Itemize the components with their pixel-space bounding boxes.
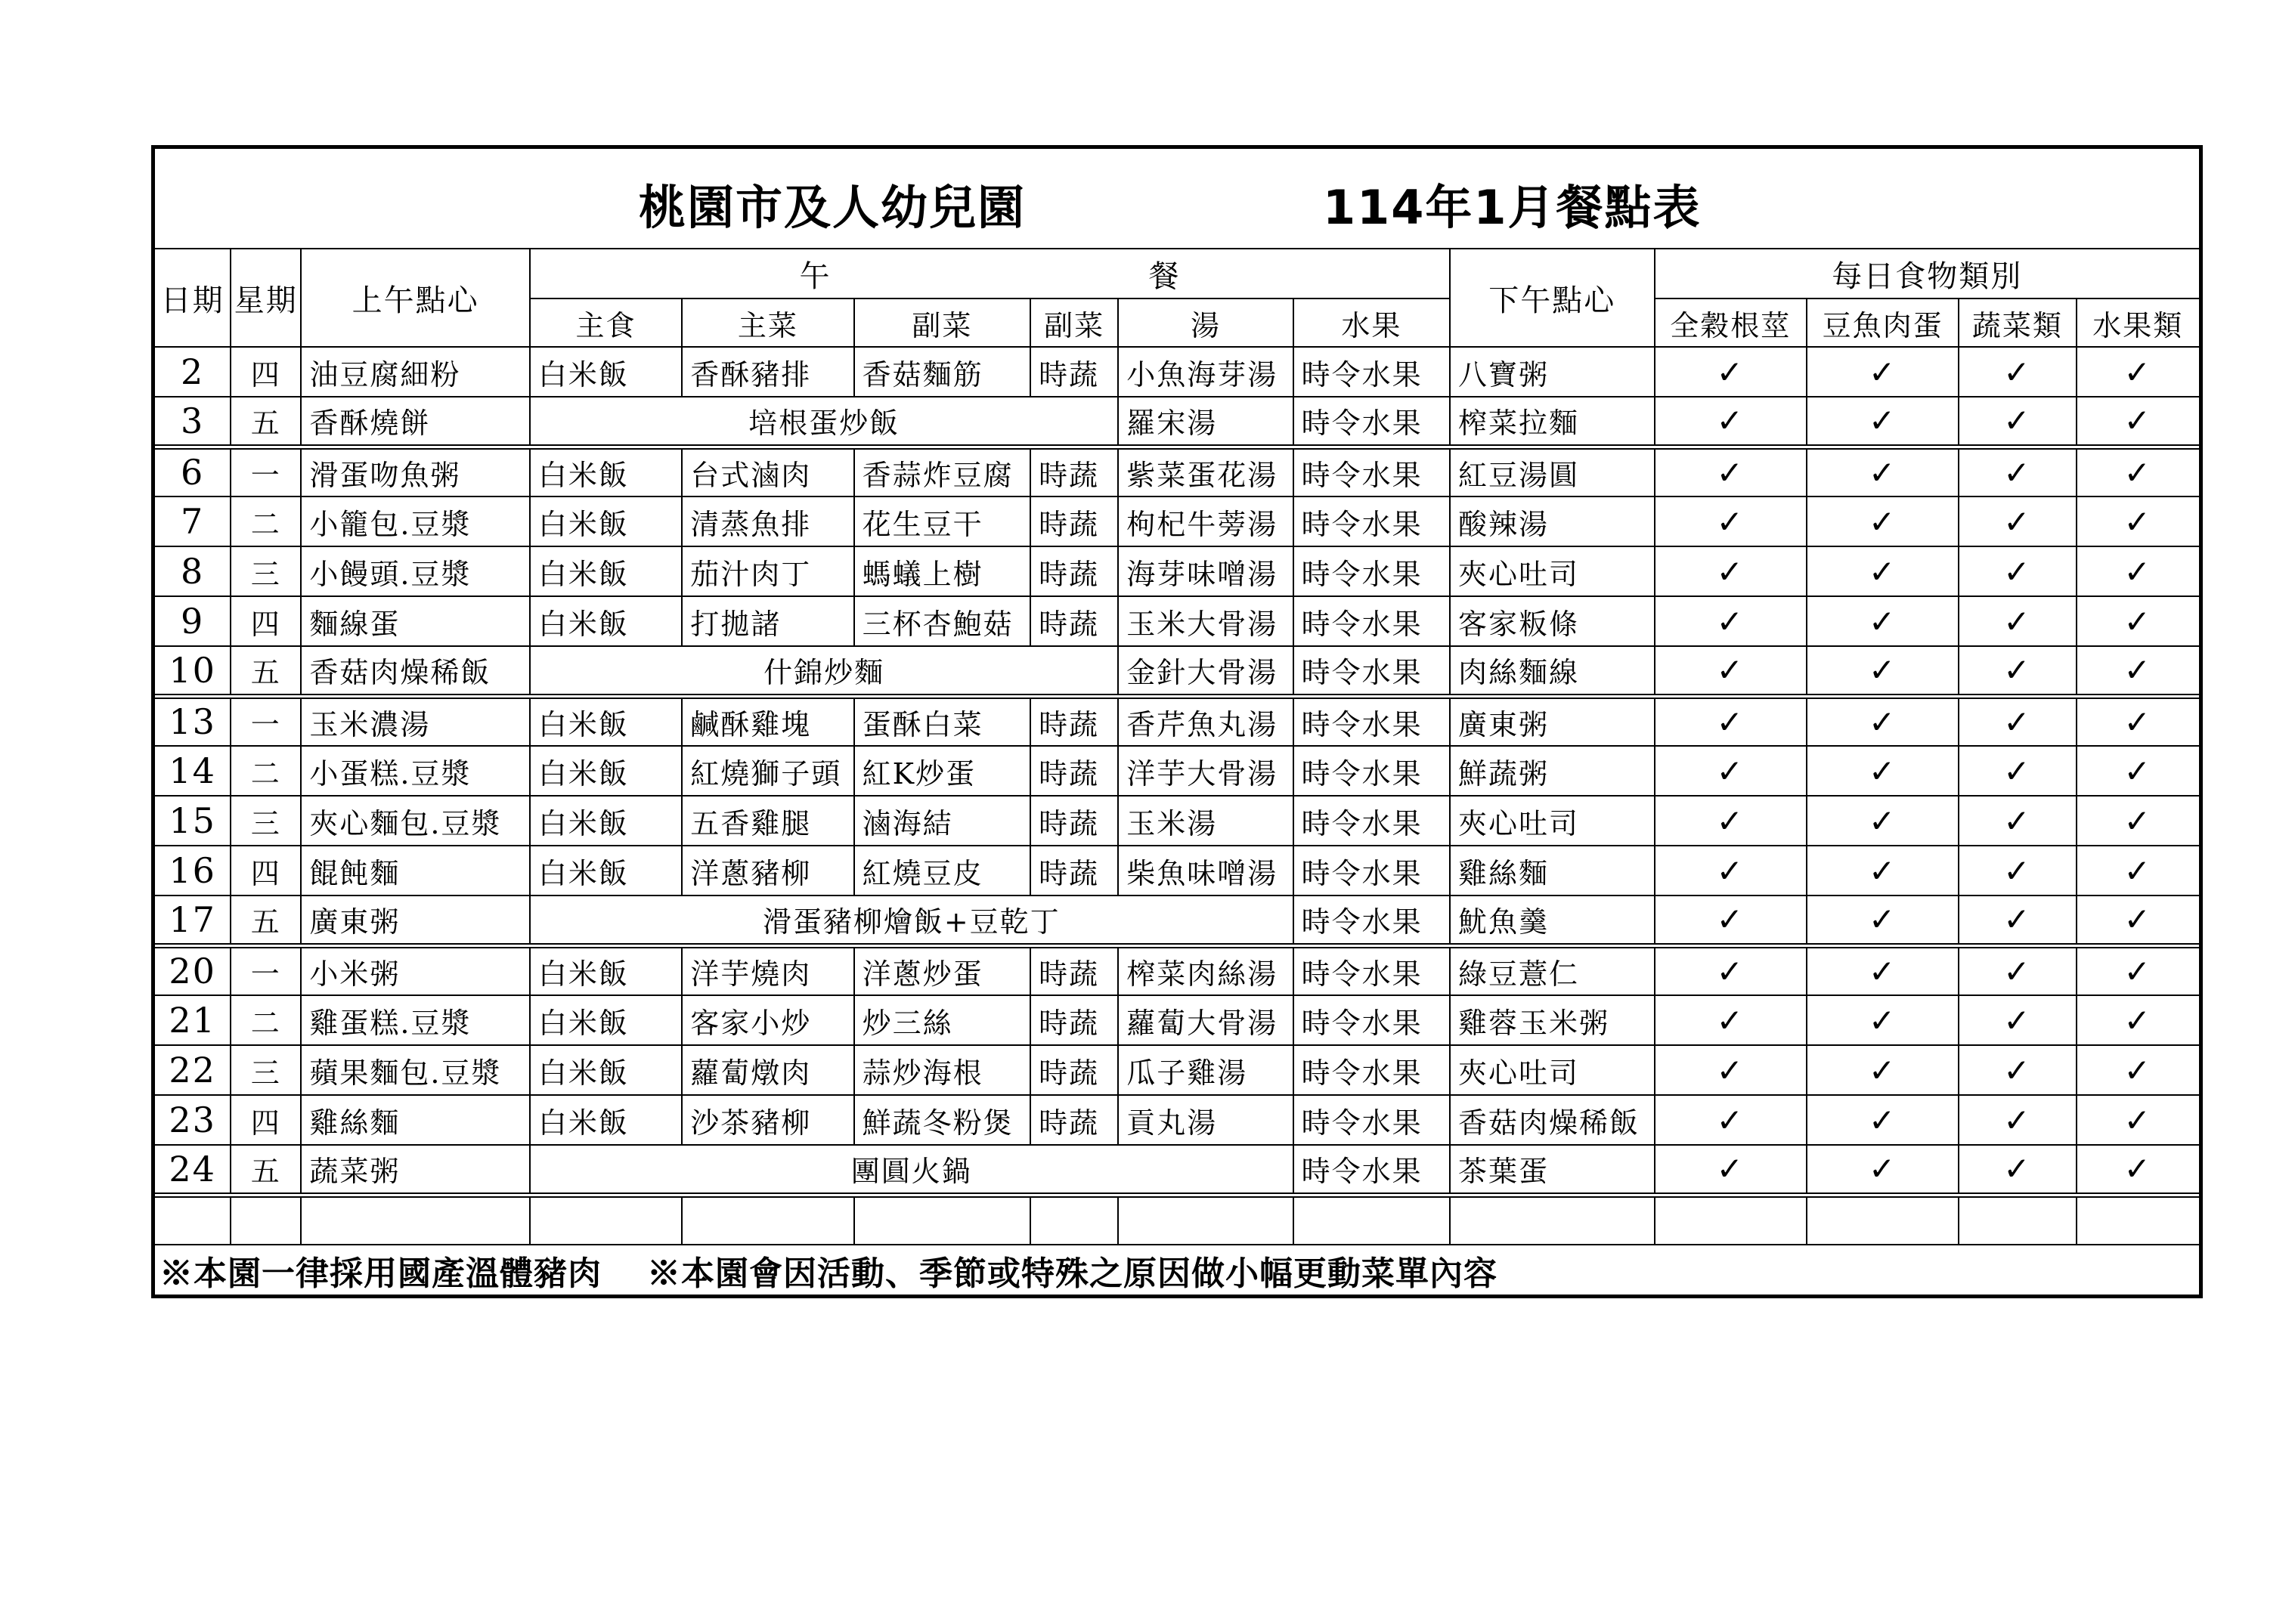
date-cell: 9 bbox=[155, 596, 231, 646]
date-cell: 3 bbox=[155, 397, 231, 447]
fruit-cell: 時令水果 bbox=[1293, 596, 1450, 646]
side-dish-2-cell: 時蔬 bbox=[1030, 596, 1118, 646]
main-dish-cell: 蘿蔔燉肉 bbox=[682, 1045, 853, 1095]
afternoon-snack-cell: 酸辣湯 bbox=[1450, 496, 1654, 546]
check-protein-icon: ✓ bbox=[1807, 546, 1959, 596]
check-protein-icon: ✓ bbox=[1807, 846, 1959, 896]
side-dish-2-cell: 時蔬 bbox=[1030, 1095, 1118, 1145]
morning-snack-cell: 蘋果麵包.豆漿 bbox=[301, 1045, 530, 1095]
date-cell: 21 bbox=[155, 995, 231, 1045]
combined-lunch-cell: 滑蛋豬柳燴飯+豆乾丁 bbox=[530, 896, 1293, 945]
menu-row bbox=[155, 347, 2199, 397]
check-vegetable-icon: ✓ bbox=[1959, 896, 2076, 945]
morning-snack-cell: 蔬菜粥 bbox=[301, 1145, 530, 1195]
side-dish-2-cell: 時蔬 bbox=[1030, 496, 1118, 546]
check-vegetable-icon: ✓ bbox=[1959, 696, 2076, 746]
blank-cell bbox=[530, 1195, 682, 1245]
check-fruit-icon: ✓ bbox=[2077, 796, 2199, 846]
check-grain-icon: ✓ bbox=[1655, 1095, 1807, 1145]
weekday-cell: 五 bbox=[231, 397, 301, 447]
blank-cell bbox=[2077, 1195, 2199, 1245]
fruit-cell: 時令水果 bbox=[1293, 1045, 1450, 1095]
check-fruit-icon: ✓ bbox=[2077, 945, 2199, 995]
check-protein-icon: ✓ bbox=[1807, 496, 1959, 546]
staple-cell: 白米飯 bbox=[530, 1045, 682, 1095]
weekday-cell: 四 bbox=[231, 846, 301, 896]
menu-row bbox=[155, 796, 2199, 846]
check-vegetable-icon: ✓ bbox=[1959, 995, 2076, 1045]
staple-cell: 白米飯 bbox=[530, 995, 682, 1045]
check-vegetable-icon: ✓ bbox=[1959, 496, 2076, 546]
date-cell: 7 bbox=[155, 496, 231, 546]
header-date: 日期 bbox=[155, 249, 231, 347]
blank-cell bbox=[1807, 1195, 1959, 1245]
header-staple: 主食 bbox=[530, 299, 682, 347]
soup-cell: 榨菜肉絲湯 bbox=[1118, 945, 1293, 995]
check-vegetable-icon: ✓ bbox=[1959, 596, 2076, 646]
combined-lunch-cell: 培根蛋炒飯 bbox=[530, 397, 1118, 447]
main-dish-cell: 洋蔥豬柳 bbox=[682, 846, 853, 896]
date-cell: 17 bbox=[155, 896, 231, 945]
check-protein-icon: ✓ bbox=[1807, 896, 1959, 945]
header-side-dish-2: 副菜 bbox=[1030, 299, 1118, 347]
afternoon-snack-cell: 夾心吐司 bbox=[1450, 546, 1654, 596]
header-main-dish: 主菜 bbox=[682, 299, 853, 347]
soup-cell: 枸杞牛蒡湯 bbox=[1118, 496, 1293, 546]
soup-cell: 玉米湯 bbox=[1118, 796, 1293, 846]
staple-cell: 白米飯 bbox=[530, 945, 682, 995]
fruit-cell: 時令水果 bbox=[1293, 746, 1450, 796]
weekday-cell: 五 bbox=[231, 646, 301, 696]
morning-snack-cell: 小籠包.豆漿 bbox=[301, 496, 530, 546]
title-row bbox=[155, 149, 2199, 249]
menu-row bbox=[155, 945, 2199, 995]
staple-cell: 白米飯 bbox=[530, 1095, 682, 1145]
staple-cell: 白米飯 bbox=[530, 796, 682, 846]
check-protein-icon: ✓ bbox=[1807, 447, 1959, 496]
morning-snack-cell: 夾心麵包.豆漿 bbox=[301, 796, 530, 846]
check-protein-icon: ✓ bbox=[1807, 796, 1959, 846]
side-dish-1-cell: 蛋酥白菜 bbox=[854, 696, 1030, 746]
check-vegetable-icon: ✓ bbox=[1959, 447, 2076, 496]
side-dish-1-cell: 香菇麵筋 bbox=[854, 347, 1030, 397]
check-grain-icon: ✓ bbox=[1655, 846, 1807, 896]
menu-row bbox=[155, 546, 2199, 596]
menu-table bbox=[155, 149, 2199, 1295]
check-protein-icon: ✓ bbox=[1807, 347, 1959, 397]
main-dish-cell: 台式滷肉 bbox=[682, 447, 853, 496]
date-cell: 6 bbox=[155, 447, 231, 496]
header-row-1 bbox=[155, 249, 2199, 299]
menu-row bbox=[155, 646, 2199, 696]
check-protein-icon: ✓ bbox=[1807, 746, 1959, 796]
header-food-categories: 每日食物類別 bbox=[1655, 249, 2199, 299]
main-dish-cell: 打拋諸 bbox=[682, 596, 853, 646]
side-dish-1-cell: 炒三絲 bbox=[854, 995, 1030, 1045]
morning-snack-cell: 餛飩麵 bbox=[301, 846, 530, 896]
side-dish-2-cell: 時蔬 bbox=[1030, 945, 1118, 995]
note-menu-change: ※本園會因活動、季節或特殊之原因做小幅更動菜單內容 bbox=[647, 1254, 1497, 1293]
weekday-cell: 三 bbox=[231, 1045, 301, 1095]
main-dish-cell: 茄汁肉丁 bbox=[682, 546, 853, 596]
check-protein-icon: ✓ bbox=[1807, 945, 1959, 995]
check-fruit-icon: ✓ bbox=[2077, 746, 2199, 796]
side-dish-2-cell: 時蔬 bbox=[1030, 696, 1118, 746]
date-cell: 10 bbox=[155, 646, 231, 696]
fruit-cell: 時令水果 bbox=[1293, 447, 1450, 496]
fruit-cell: 時令水果 bbox=[1293, 496, 1450, 546]
check-fruit-icon: ✓ bbox=[2077, 397, 2199, 447]
check-grain-icon: ✓ bbox=[1655, 945, 1807, 995]
menu-row bbox=[155, 447, 2199, 496]
check-grain-icon: ✓ bbox=[1655, 496, 1807, 546]
side-dish-2-cell: 時蔬 bbox=[1030, 746, 1118, 796]
afternoon-snack-cell: 茶葉蛋 bbox=[1450, 1145, 1654, 1195]
check-grain-icon: ✓ bbox=[1655, 546, 1807, 596]
header-soup: 湯 bbox=[1118, 299, 1293, 347]
morning-snack-cell: 小蛋糕.豆漿 bbox=[301, 746, 530, 796]
morning-snack-cell: 雞蛋糕.豆漿 bbox=[301, 995, 530, 1045]
check-fruit-icon: ✓ bbox=[2077, 447, 2199, 496]
check-vegetable-icon: ✓ bbox=[1959, 646, 2076, 696]
side-dish-2-cell: 時蔬 bbox=[1030, 796, 1118, 846]
fruit-cell: 時令水果 bbox=[1293, 546, 1450, 596]
weekday-cell: 五 bbox=[231, 1145, 301, 1195]
date-cell: 15 bbox=[155, 796, 231, 846]
check-grain-icon: ✓ bbox=[1655, 1045, 1807, 1095]
main-dish-cell: 沙茶豬柳 bbox=[682, 1095, 853, 1145]
fruit-cell: 時令水果 bbox=[1293, 397, 1450, 447]
check-grain-icon: ✓ bbox=[1655, 447, 1807, 496]
main-dish-cell: 香酥豬排 bbox=[682, 347, 853, 397]
afternoon-snack-cell: 客家粄條 bbox=[1450, 596, 1654, 646]
blank-cell bbox=[1655, 1195, 1807, 1245]
afternoon-snack-cell: 雞蓉玉米粥 bbox=[1450, 995, 1654, 1045]
main-dish-cell: 五香雞腿 bbox=[682, 796, 853, 846]
school-name: 桃園市及人幼兒園 bbox=[639, 180, 1027, 235]
afternoon-snack-cell: 八寶粥 bbox=[1450, 347, 1654, 397]
check-vegetable-icon: ✓ bbox=[1959, 846, 2076, 896]
soup-cell: 蘿蔔大骨湯 bbox=[1118, 995, 1293, 1045]
menu-row bbox=[155, 1145, 2199, 1195]
side-dish-2-cell: 時蔬 bbox=[1030, 546, 1118, 596]
check-fruit-icon: ✓ bbox=[2077, 546, 2199, 596]
soup-cell: 柴魚味噌湯 bbox=[1118, 846, 1293, 896]
soup-cell: 瓜子雞湯 bbox=[1118, 1045, 1293, 1095]
check-protein-icon: ✓ bbox=[1807, 1045, 1959, 1095]
check-grain-icon: ✓ bbox=[1655, 746, 1807, 796]
check-vegetable-icon: ✓ bbox=[1959, 397, 2076, 447]
fruit-cell: 時令水果 bbox=[1293, 646, 1450, 696]
staple-cell: 白米飯 bbox=[530, 546, 682, 596]
afternoon-snack-cell: 魷魚羹 bbox=[1450, 896, 1654, 945]
afternoon-snack-cell: 廣東粥 bbox=[1450, 696, 1654, 746]
morning-snack-cell: 香酥燒餅 bbox=[301, 397, 530, 447]
date-cell: 2 bbox=[155, 347, 231, 397]
morning-snack-cell: 滑蛋吻魚粥 bbox=[301, 447, 530, 496]
menu-row bbox=[155, 896, 2199, 945]
menu-row bbox=[155, 496, 2199, 546]
blank-cell bbox=[155, 1195, 231, 1245]
check-fruit-icon: ✓ bbox=[2077, 846, 2199, 896]
morning-snack-cell: 小米粥 bbox=[301, 945, 530, 995]
menu-row bbox=[155, 596, 2199, 646]
check-fruit-icon: ✓ bbox=[2077, 696, 2199, 746]
morning-snack-cell: 麵線蛋 bbox=[301, 596, 530, 646]
check-grain-icon: ✓ bbox=[1655, 995, 1807, 1045]
check-fruit-icon: ✓ bbox=[2077, 1045, 2199, 1095]
staple-cell: 白米飯 bbox=[530, 696, 682, 746]
header-cat-grain: 全穀根莖 bbox=[1655, 299, 1807, 347]
header-afternoon-snack: 下午點心 bbox=[1450, 249, 1654, 347]
check-vegetable-icon: ✓ bbox=[1959, 746, 2076, 796]
afternoon-snack-cell: 香菇肉燥稀飯 bbox=[1450, 1095, 1654, 1145]
header-weekday: 星期 bbox=[231, 249, 301, 347]
side-dish-1-cell: 蒜炒海根 bbox=[854, 1045, 1030, 1095]
side-dish-1-cell: 紅燒豆皮 bbox=[854, 846, 1030, 896]
side-dish-2-cell: 時蔬 bbox=[1030, 1045, 1118, 1095]
morning-snack-cell: 玉米濃湯 bbox=[301, 696, 530, 746]
staple-cell: 白米飯 bbox=[530, 496, 682, 546]
date-cell: 8 bbox=[155, 546, 231, 596]
weekday-cell: 二 bbox=[231, 995, 301, 1045]
morning-snack-cell: 廣東粥 bbox=[301, 896, 530, 945]
check-vegetable-icon: ✓ bbox=[1959, 1045, 2076, 1095]
weekday-cell: 二 bbox=[231, 746, 301, 796]
afternoon-snack-cell: 綠豆薏仁 bbox=[1450, 945, 1654, 995]
staple-cell: 白米飯 bbox=[530, 596, 682, 646]
date-cell: 13 bbox=[155, 696, 231, 746]
fruit-cell: 時令水果 bbox=[1293, 1145, 1450, 1195]
soup-cell: 海芽味噌湯 bbox=[1118, 546, 1293, 596]
check-grain-icon: ✓ bbox=[1655, 796, 1807, 846]
fruit-cell: 時令水果 bbox=[1293, 1095, 1450, 1145]
weekday-cell: 三 bbox=[231, 546, 301, 596]
staple-cell: 白米飯 bbox=[530, 846, 682, 896]
blank-cell bbox=[682, 1195, 853, 1245]
morning-snack-cell: 香菇肉燥稀飯 bbox=[301, 646, 530, 696]
check-grain-icon: ✓ bbox=[1655, 397, 1807, 447]
soup-cell: 金針大骨湯 bbox=[1118, 646, 1293, 696]
soup-cell: 洋芋大骨湯 bbox=[1118, 746, 1293, 796]
menu-row bbox=[155, 995, 2199, 1045]
menu-row bbox=[155, 696, 2199, 746]
side-dish-2-cell: 時蔬 bbox=[1030, 447, 1118, 496]
blank-cell bbox=[1450, 1195, 1654, 1245]
main-dish-cell: 洋芋燒肉 bbox=[682, 945, 853, 995]
check-protein-icon: ✓ bbox=[1807, 995, 1959, 1045]
staple-cell: 白米飯 bbox=[530, 347, 682, 397]
check-fruit-icon: ✓ bbox=[2077, 995, 2199, 1045]
check-vegetable-icon: ✓ bbox=[1959, 546, 2076, 596]
check-vegetable-icon: ✓ bbox=[1959, 796, 2076, 846]
check-vegetable-icon: ✓ bbox=[1959, 945, 2076, 995]
check-protein-icon: ✓ bbox=[1807, 646, 1959, 696]
soup-cell: 香芹魚丸湯 bbox=[1118, 696, 1293, 746]
side-dish-1-cell: 洋蔥炒蛋 bbox=[854, 945, 1030, 995]
check-grain-icon: ✓ bbox=[1655, 896, 1807, 945]
check-fruit-icon: ✓ bbox=[2077, 1095, 2199, 1145]
main-dish-cell: 客家小炒 bbox=[682, 995, 853, 1045]
weekday-cell: 一 bbox=[231, 945, 301, 995]
header-morning-snack: 上午點心 bbox=[301, 249, 530, 347]
main-dish-cell: 鹹酥雞塊 bbox=[682, 696, 853, 746]
afternoon-snack-cell: 夾心吐司 bbox=[1450, 796, 1654, 846]
fruit-cell: 時令水果 bbox=[1293, 995, 1450, 1045]
menu-row bbox=[155, 846, 2199, 896]
blank-row bbox=[155, 1195, 2199, 1245]
afternoon-snack-cell: 鮮蔬粥 bbox=[1450, 746, 1654, 796]
check-protein-icon: ✓ bbox=[1807, 1095, 1959, 1145]
blank-cell bbox=[1030, 1195, 1118, 1245]
morning-snack-cell: 雞絲麵 bbox=[301, 1095, 530, 1145]
check-fruit-icon: ✓ bbox=[2077, 896, 2199, 945]
check-grain-icon: ✓ bbox=[1655, 1145, 1807, 1195]
soup-cell: 紫菜蛋花湯 bbox=[1118, 447, 1293, 496]
check-grain-icon: ✓ bbox=[1655, 347, 1807, 397]
afternoon-snack-cell: 紅豆湯圓 bbox=[1450, 447, 1654, 496]
header-side-dish-1: 副菜 bbox=[854, 299, 1030, 347]
fruit-cell: 時令水果 bbox=[1293, 696, 1450, 746]
side-dish-2-cell: 時蔬 bbox=[1030, 995, 1118, 1045]
check-vegetable-icon: ✓ bbox=[1959, 1145, 2076, 1195]
check-fruit-icon: ✓ bbox=[2077, 1145, 2199, 1195]
date-cell: 20 bbox=[155, 945, 231, 995]
blank-cell bbox=[1293, 1195, 1450, 1245]
soup-cell: 羅宋湯 bbox=[1118, 397, 1293, 447]
menu-month-title: 114年1月餐點表 bbox=[1323, 180, 1702, 235]
weekday-cell: 一 bbox=[231, 447, 301, 496]
side-dish-1-cell: 紅K炒蛋 bbox=[854, 746, 1030, 796]
side-dish-2-cell: 時蔬 bbox=[1030, 347, 1118, 397]
fruit-cell: 時令水果 bbox=[1293, 796, 1450, 846]
check-fruit-icon: ✓ bbox=[2077, 646, 2199, 696]
staple-cell: 白米飯 bbox=[530, 447, 682, 496]
main-dish-cell: 紅燒獅子頭 bbox=[682, 746, 853, 796]
date-cell: 24 bbox=[155, 1145, 231, 1195]
header-cat-vegetable: 蔬菜類 bbox=[1959, 299, 2076, 347]
weekday-cell: 五 bbox=[231, 896, 301, 945]
weekday-cell: 一 bbox=[231, 696, 301, 746]
menu-row bbox=[155, 1095, 2199, 1145]
check-grain-icon: ✓ bbox=[1655, 646, 1807, 696]
combined-lunch-cell: 什錦炒麵 bbox=[530, 646, 1118, 696]
check-grain-icon: ✓ bbox=[1655, 696, 1807, 746]
weekday-cell: 二 bbox=[231, 496, 301, 546]
blank-cell bbox=[301, 1195, 530, 1245]
side-dish-1-cell: 鮮蔬冬粉煲 bbox=[854, 1095, 1030, 1145]
weekday-cell: 四 bbox=[231, 347, 301, 397]
weekday-cell: 四 bbox=[231, 596, 301, 646]
side-dish-1-cell: 三杯杏鮑菇 bbox=[854, 596, 1030, 646]
check-protein-icon: ✓ bbox=[1807, 696, 1959, 746]
menu-row bbox=[155, 1045, 2199, 1095]
afternoon-snack-cell: 肉絲麵線 bbox=[1450, 646, 1654, 696]
header-fruit: 水果 bbox=[1293, 299, 1450, 347]
fruit-cell: 時令水果 bbox=[1293, 896, 1450, 945]
title-cell bbox=[155, 149, 2199, 249]
side-dish-1-cell: 螞蟻上樹 bbox=[854, 546, 1030, 596]
afternoon-snack-cell: 雞絲麵 bbox=[1450, 846, 1654, 896]
fruit-cell: 時令水果 bbox=[1293, 846, 1450, 896]
check-fruit-icon: ✓ bbox=[2077, 496, 2199, 546]
menu-sheet bbox=[151, 145, 2203, 1298]
menu-row bbox=[155, 397, 2199, 447]
fruit-cell: 時令水果 bbox=[1293, 347, 1450, 397]
morning-snack-cell: 油豆腐細粉 bbox=[301, 347, 530, 397]
header-lunch: 午 餐 bbox=[530, 249, 1450, 299]
main-dish-cell: 清蒸魚排 bbox=[682, 496, 853, 546]
date-cell: 14 bbox=[155, 746, 231, 796]
header-cat-protein: 豆魚肉蛋 bbox=[1807, 299, 1959, 347]
side-dish-2-cell: 時蔬 bbox=[1030, 846, 1118, 896]
note-pork-origin: ※本園一律採用國產溫體豬肉 bbox=[160, 1254, 602, 1293]
notes-row bbox=[155, 1245, 2199, 1295]
weekday-cell: 三 bbox=[231, 796, 301, 846]
check-protein-icon: ✓ bbox=[1807, 596, 1959, 646]
afternoon-snack-cell: 夾心吐司 bbox=[1450, 1045, 1654, 1095]
blank-cell bbox=[1118, 1195, 1293, 1245]
check-vegetable-icon: ✓ bbox=[1959, 347, 2076, 397]
check-vegetable-icon: ✓ bbox=[1959, 1095, 2076, 1145]
check-fruit-icon: ✓ bbox=[2077, 596, 2199, 646]
date-cell: 23 bbox=[155, 1095, 231, 1145]
blank-cell bbox=[231, 1195, 301, 1245]
soup-cell: 小魚海芽湯 bbox=[1118, 347, 1293, 397]
date-cell: 22 bbox=[155, 1045, 231, 1095]
combined-lunch-cell: 團圓火鍋 bbox=[530, 1145, 1293, 1195]
weekday-cell: 四 bbox=[231, 1095, 301, 1145]
notes-cell bbox=[155, 1245, 2199, 1295]
fruit-cell: 時令水果 bbox=[1293, 945, 1450, 995]
date-cell: 16 bbox=[155, 846, 231, 896]
blank-cell bbox=[854, 1195, 1030, 1245]
check-protein-icon: ✓ bbox=[1807, 397, 1959, 447]
blank-cell bbox=[1959, 1195, 2076, 1245]
side-dish-1-cell: 香蒜炸豆腐 bbox=[854, 447, 1030, 496]
header-cat-fruit: 水果類 bbox=[2077, 299, 2199, 347]
check-fruit-icon: ✓ bbox=[2077, 347, 2199, 397]
soup-cell: 貢丸湯 bbox=[1118, 1095, 1293, 1145]
soup-cell: 玉米大骨湯 bbox=[1118, 596, 1293, 646]
check-grain-icon: ✓ bbox=[1655, 596, 1807, 646]
afternoon-snack-cell: 榨菜拉麵 bbox=[1450, 397, 1654, 447]
morning-snack-cell: 小饅頭.豆漿 bbox=[301, 546, 530, 596]
staple-cell: 白米飯 bbox=[530, 746, 682, 796]
side-dish-1-cell: 花生豆干 bbox=[854, 496, 1030, 546]
menu-row bbox=[155, 746, 2199, 796]
side-dish-1-cell: 滷海結 bbox=[854, 796, 1030, 846]
check-protein-icon: ✓ bbox=[1807, 1145, 1959, 1195]
